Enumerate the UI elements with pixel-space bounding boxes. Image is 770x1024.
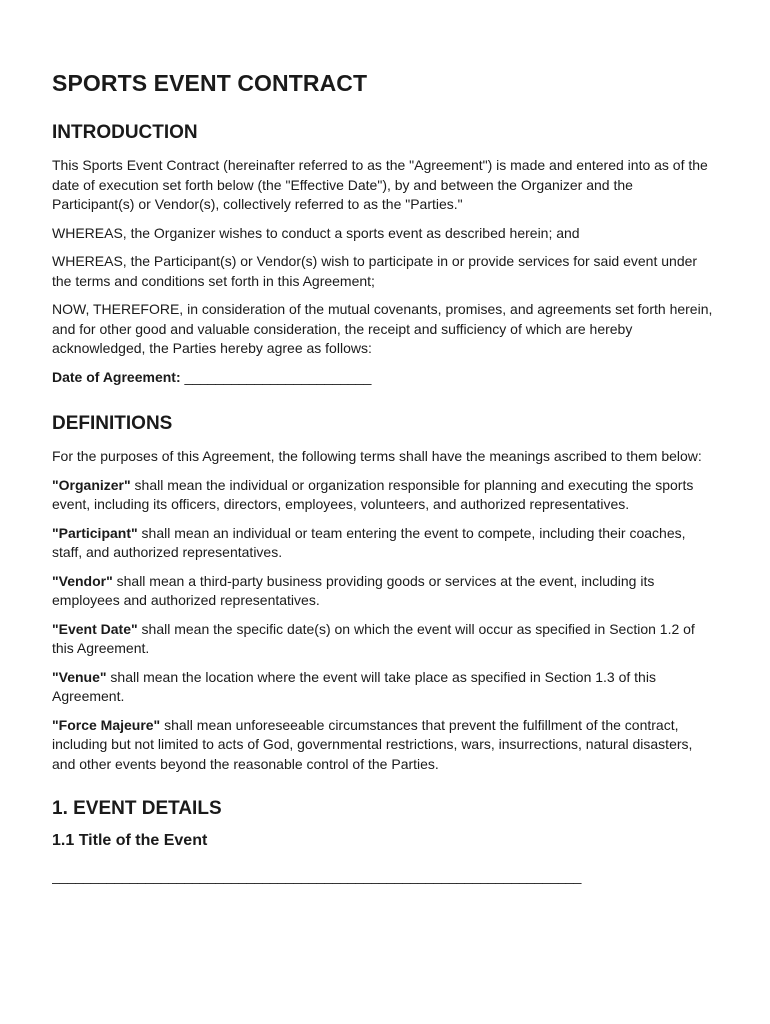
definition-item	[52, 476, 718, 515]
definition-text: shall mean the specific date(s) on which the event will occur as specified in Section 1.2 of this Agreement.	[52, 620, 695, 656]
definition-text: shall mean a third-party business providing goods or services at the event, including its employees and authorized representatives.	[52, 572, 655, 608]
definitions-intro: For the purposes of this Agreement, the following terms shall have the meanings ascribed to them below:	[52, 448, 702, 464]
definitions-section	[52, 413, 718, 774]
intro-paragraph-3: WHEREAS, the Participant(s) or Vendor(s) wish to participate in or provide services for said event under the terms and conditions set forth in this Agreement;	[52, 253, 698, 289]
definition-text: shall mean the location where the event will take place as specified in Section 1.3 of this Agreement.	[52, 668, 656, 704]
definition-item	[52, 572, 718, 611]
definition-term: "Participant"	[52, 524, 138, 541]
date-of-agreement-line	[52, 368, 718, 388]
definition-term: "Organizer"	[52, 476, 131, 493]
document-title: SPORTS EVENT CONTRACT	[52, 70, 368, 96]
event-title-subheading: 1.1 Title of the Event	[52, 832, 208, 849]
definition-term: "Event Date"	[52, 620, 138, 637]
date-of-agreement-label: Date of Agreement:	[52, 368, 181, 385]
definition-text: shall mean unforeseeable circumstances that prevent the fulfillment of the contract, including but not limited to acts of God, governmental restrictions, wars, insurrections, natural disasters, and other events beyond the reasonable control of the Parties.	[52, 716, 693, 772]
definition-item	[52, 524, 718, 563]
intro-paragraph-2: WHEREAS, the Organizer wishes to conduct a sports event as described herein; and	[52, 224, 580, 241]
introduction-section	[52, 122, 718, 387]
definition-text: shall mean the individual or organization responsible for planning and executing the sports event, including its officers, directors, employees, volunteers, and authorized representatives.	[52, 476, 694, 512]
event-details-section	[52, 798, 718, 884]
event-details-heading: 1. EVENT DETAILS	[52, 798, 222, 819]
event-title-field[interactable]: ____________________________________________________________________	[52, 868, 582, 884]
introduction-heading: INTRODUCTION	[52, 122, 198, 143]
intro-paragraph-1: This Sports Event Contract (hereinafter referred to as the "Agreement") is made and entered into as of the date of execution set forth below (the "Effective Date"), by and between the Organizer and the Participant(s) or Vendor(s), collectively referred to as the "Parties."	[52, 157, 708, 212]
intro-paragraph-4: NOW, THEREFORE, in consideration of the mutual covenants, promises, and agreements set forth herein, and for other good and valuable consideration, the receipt and sufficiency of which are hereby acknowledged, the Parties hereby agree as follows:	[52, 301, 713, 356]
definition-term: "Force Majeure"	[52, 716, 161, 733]
definition-item	[52, 716, 718, 775]
definition-item	[52, 620, 718, 659]
date-of-agreement-field[interactable]: ________________________	[184, 368, 372, 385]
definitions-heading: DEFINITIONS	[52, 413, 173, 434]
definition-term: "Vendor"	[52, 572, 113, 589]
definition-item	[52, 668, 718, 707]
definition-term: "Venue"	[52, 668, 107, 685]
definition-text: shall mean an individual or team entering the event to compete, including their coaches, staff, and authorized representatives.	[52, 524, 686, 560]
